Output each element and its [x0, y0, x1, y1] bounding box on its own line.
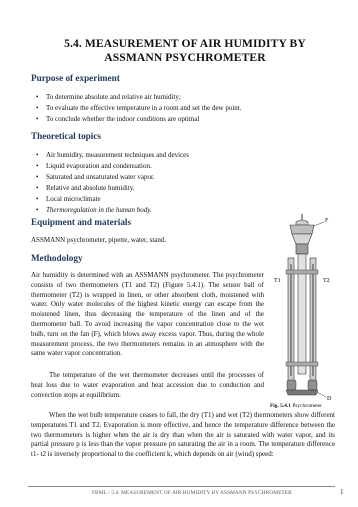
footer-divider	[28, 486, 335, 487]
heading-theory: Theoretical topics	[31, 131, 102, 141]
methodology-paragraph-1: Air humidity is determined with an ASSMANN psychrometer. The psychrometer consists of two thermometers (T1 and T2) (Figure 5.4.1). The sensor ball of thermometer (T2) is wrapped in linen, or other absorbent cloth, moistened with water. Only water molecules of the highest kinetic energy can escape from the moistened linen, thus decreasing the temperature of the linen and of the thermometer ball. To avoid increasing the vapor concentration close to the wet bulb, turn on the fan (F), which blows away excess vapor. Thus, during the whole measurement process, the two thermometers remains in an atmosphere with the same water vapor concentration.	[31, 271, 264, 358]
page-title: 5.4. MEASUREMENT OF AIR HUMIDITY BY ASSMANN PSYCHROMETER	[64, 37, 306, 64]
figure-caption-text: Psychrometer	[292, 403, 322, 409]
heading-purpose: Purpose of experiment	[31, 73, 120, 83]
label-base: D	[327, 396, 332, 402]
list-item: • Thermoregulation in the human body.	[36, 205, 189, 216]
list-item: • Air humidity, measurement techniques and devices	[36, 150, 189, 161]
footer-text: FBML - 5.4. MEASUREMENT OF AIR HUMIDITY BY ASSMANN PSYCHROMETER	[92, 490, 292, 496]
methodology-paragraph-3: When the wet bulb temperature ceases to fall, the dry (T1) and wet (T2) thermometers show different temperatures T1 and T2. Evaporation is more effective, and hence the temperature difference between the two thermometers is higher when the air is dry than when the air is saturated with water vapor, and its partial pressure p is less than the vapor pressure pn saturating the air in a room. The temperature difference t1- t2 is inversely proportional to the coefficient k, which depends on air (wind) speed:	[31, 411, 335, 459]
list-item: • Liquid evaporation and condensation.	[36, 161, 189, 172]
purpose-list	[36, 92, 242, 125]
methodology-paragraph-2: The temperature of the wet thermometer decreases until the processes of heat loss due to water evaporation and heat accession due to conduction and convection stops at equilibrium.	[31, 371, 264, 399]
equipment-text: ASSMANN psychrometer, pipette, water, stand.	[31, 236, 167, 244]
figure-caption-number: Fig. 5.4.1	[270, 403, 291, 409]
psychrometer-figure	[268, 212, 346, 407]
heading-equipment: Equipment and materials	[31, 217, 132, 227]
list-item: • Saturated and unsaturated water vapor.	[36, 172, 189, 183]
label-fan: F	[325, 218, 329, 224]
list-item: • Local microclimate	[36, 194, 189, 205]
theory-list	[36, 150, 189, 217]
heading-methodology: Methodology	[31, 253, 83, 263]
page-number: 1	[340, 488, 344, 496]
list-item: • Relative and absolute humidity.	[36, 183, 189, 194]
list-item: • To conclude whether the indoor conditions are optimal	[36, 114, 242, 125]
thermometer-tubes	[286, 254, 318, 395]
figure-caption	[270, 403, 322, 409]
label-t2: T2	[323, 278, 330, 284]
list-item: • To evaluate the effective temperature in a room and set the dew point.	[36, 103, 242, 114]
label-t1: T1	[274, 278, 281, 284]
list-item: • To determine absolute and relative air humidity;	[36, 92, 242, 103]
fan-icon	[290, 214, 314, 254]
